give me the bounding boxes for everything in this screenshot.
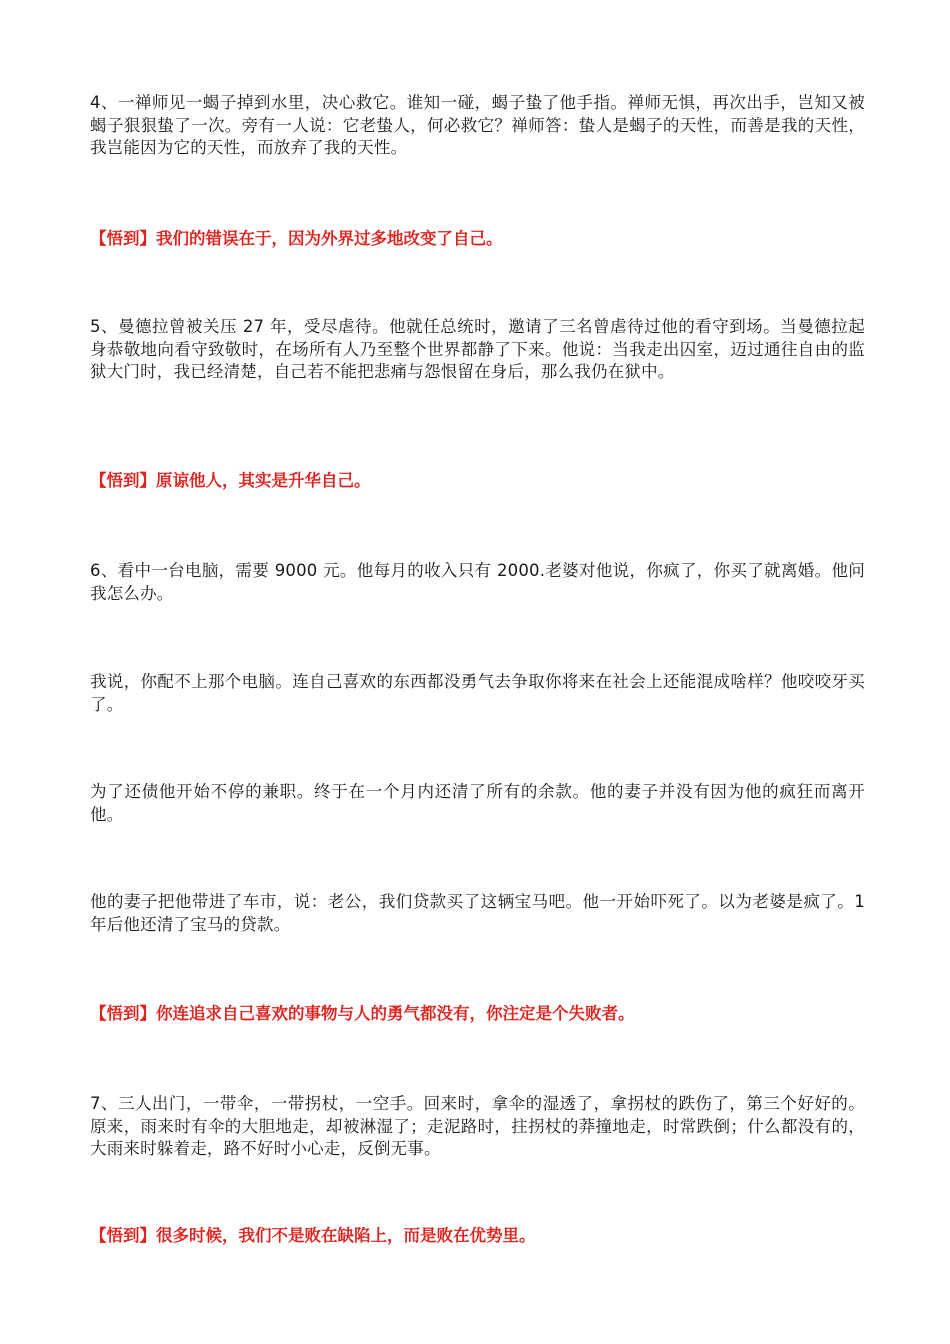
story-6-insight: 【悟到】你连追求自己喜欢的事物与人的勇气都没有，你注定是个失败者。 [90,1004,635,1023]
story-5-insight: 【悟到】原谅他人，其实是升华自己。 [90,471,371,490]
story-5-paragraph: 5、曼德拉曾被关压 27 年，受尽虐待。他就任总统时，邀请了三名曾虐待过他的看守到场。当曼德拉起身恭敬地向看守致敬时，在场所有人乃至整个世界都静了下来。他说：当我走出囚室，迈过通往自由的监狱大门时，我已经清楚，自己若不能把悲痛与怨恨留在身后，那么我仍在狱中。 [90,317,865,381]
story-4-paragraph: 4、一禅师见一蝎子掉到水里，决心救它。谁知一碰，蝎子蛰了他手指。禅师无惧，再次出手，岂知又被蝎子狠狠蛰了一次。旁有一人说：它老蛰人，何必救它？禅师答：蛰人是蝎子的天性，而善是我的天性，我岂能因为它的天性，而放弃了我的天性。 [90,93,865,157]
story-6-paragraph-2: 我说，你配不上那个电脑。连自己喜欢的东西都没勇气去争取你将来在社会上还能混成啥样？他咬咬牙买了。 [90,672,865,714]
story-6-paragraph-4: 他的妻子把他带进了车市，说：老公，我们贷款买了这辆宝马吧。他一开始吓死了。以为老婆是疯了。1 年后他还清了宝马的贷款。 [90,892,865,934]
story-6-paragraph-1: 6、看中一台电脑，需要 9000 元。他每月的收入只有 2000.老婆对他说，你疯了，你买了就离婚。他问我怎么办。 [90,561,865,603]
story-7-paragraph: 7、三人出门，一带伞，一带拐杖，一空手。回来时，拿伞的湿透了，拿拐杖的跌伤了，第三个好好的。原来，雨来时有伞的大胆地走，却被淋湿了；走泥路时，拄拐杖的莽撞地走，时常跌倒；什么都没有的，大雨来时躲着走，路不好时小心走，反倒无事。 [90,1094,865,1158]
story-6-paragraph-3: 为了还债他开始不停的兼职。终于在一个月内还清了所有的余款。他的妻子并没有因为他的疯狂而离开他。 [90,782,865,824]
story-4-insight: 【悟到】我们的错误在于，因为外界过多地改变了自己。 [90,229,503,248]
story-7-insight: 【悟到】很多时候，我们不是败在缺陷上，而是败在优势里。 [90,1226,536,1245]
